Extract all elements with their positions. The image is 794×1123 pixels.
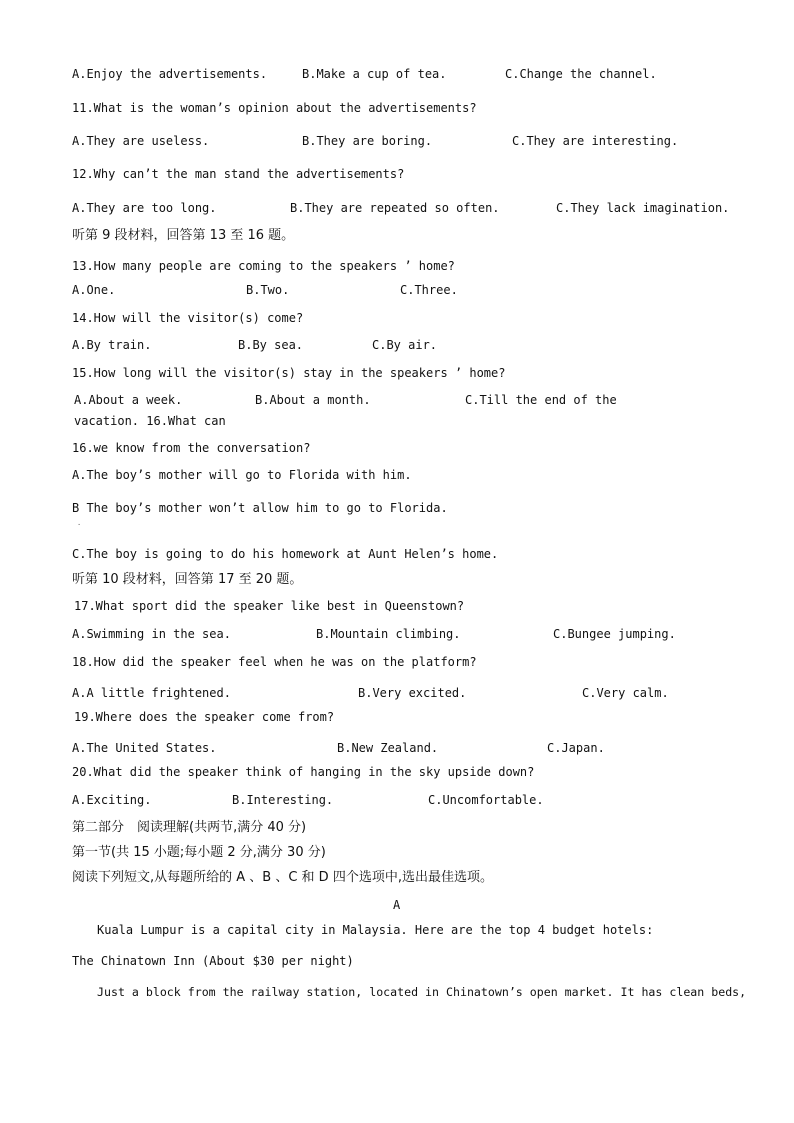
q19-option-a: A.The United States. <box>72 741 217 755</box>
q16-question: 16.we know from the conversation? <box>72 441 311 455</box>
hotel1-title: The Chinatown Inn (About $30 per night) <box>72 954 354 968</box>
q20-option-c: C.Uncomfortable. <box>428 793 544 807</box>
q18-option-b: B.Very excited. <box>358 686 467 700</box>
hotel1-text: Just a block from the railway station, located in Chinatown’s open market. It has clean beds, <box>97 985 747 999</box>
passage-a-letter: A <box>393 898 401 912</box>
q10-option-c: C.Change the channel. <box>505 67 657 81</box>
q10-option-a: A.Enjoy the advertisements. <box>72 67 268 81</box>
q17-option-a: A.Swimming in the sea. <box>72 627 231 641</box>
q13-option-a: A.One. <box>72 283 116 297</box>
q17-option-b: B.Mountain climbing. <box>316 627 461 641</box>
q17-option-c: C.Bungee jumping. <box>553 627 676 641</box>
part2-heading: 第二部分 阅读理解(共两节,满分 40 分) <box>72 820 307 835</box>
q16-option-c: C.The boy is going to do his homework at Aunt Helen’s home. <box>72 547 499 561</box>
q12-option-c: C.They lack imagination. <box>556 201 730 215</box>
q12-option-b: B.They are repeated so often. <box>290 201 500 215</box>
q14-option-b: B.By sea. <box>238 338 304 352</box>
section10-heading: 听第 10 段材料，回答第 17 至 20 题。 <box>72 572 303 587</box>
q15-question: 15.How long will the visitor(s) stay in the speakers ’ home? <box>72 366 506 380</box>
passage-a-intro: Kuala Lumpur is a capital city in Malaysia. Here are the top 4 budget hotels: <box>97 923 654 937</box>
q20-question: 20.What did the speaker think of hanging in the sky upside down? <box>72 765 535 779</box>
q13-option-c: C.Three. <box>400 283 458 297</box>
q18-question: 18.How did the speaker feel when he was on the platform? <box>72 655 477 669</box>
section9-heading: 听第 9 段材料，回答第 13 至 16 题。 <box>72 228 295 243</box>
q11-question: 11.What is the woman’s opinion about the advertisements? <box>72 101 477 115</box>
q13-option-b: B.Two. <box>246 283 290 297</box>
q11-option-c: C.They are interesting. <box>512 134 679 148</box>
part2-section1-heading: 第一节(共 15 小题;每小题 2 分,满分 30 分) <box>72 845 326 860</box>
q19-option-b: B.New Zealand. <box>337 741 439 755</box>
q12-question: 12.Why can’t the man stand the advertisements? <box>72 167 405 181</box>
q16-option-b: B The boy’s mother won’t allow him to go to Florida. <box>72 501 448 515</box>
q17-question: 17.What sport did the speaker like best in Queenstown? <box>74 599 465 613</box>
q18-option-c: C.Very calm. <box>582 686 669 700</box>
q19-question: 19.Where does the speaker come from? <box>74 710 335 724</box>
q20-option-a: A.Exciting. <box>72 793 152 807</box>
q16-option-a: A.The boy’s mother will go to Florida with him. <box>72 468 412 482</box>
q14-option-c: C.By air. <box>372 338 438 352</box>
q20-option-b: B.Interesting. <box>232 793 334 807</box>
q15-option-b: B.About a month. <box>255 393 371 407</box>
q15-option-a: A.About a week. <box>74 393 183 407</box>
q14-question: 14.How will the visitor(s) come? <box>72 311 304 325</box>
q18-option-a: A.A little frightened. <box>72 686 231 700</box>
q14-option-a: A.By train. <box>72 338 152 352</box>
q12-option-a: A.They are too long. <box>72 201 217 215</box>
part2-instruction: 阅读下列短文,从每题所给的 A 、B 、C 和 D 四个选项中,选出最佳选项。 <box>72 870 493 885</box>
q13-question: 13.How many people are coming to the speakers ’ home? <box>72 259 455 273</box>
q19-option-c: C.Japan. <box>547 741 605 755</box>
stray-dot-mark: · <box>77 521 82 529</box>
q11-option-b: B.They are boring. <box>302 134 433 148</box>
q15-option-c: C.Till the end of the <box>465 393 617 407</box>
q10-option-b: B.Make a cup of tea. <box>302 67 447 81</box>
q15-option-c-continued: vacation. 16.What can <box>74 414 226 428</box>
q11-option-a: A.They are useless. <box>72 134 210 148</box>
